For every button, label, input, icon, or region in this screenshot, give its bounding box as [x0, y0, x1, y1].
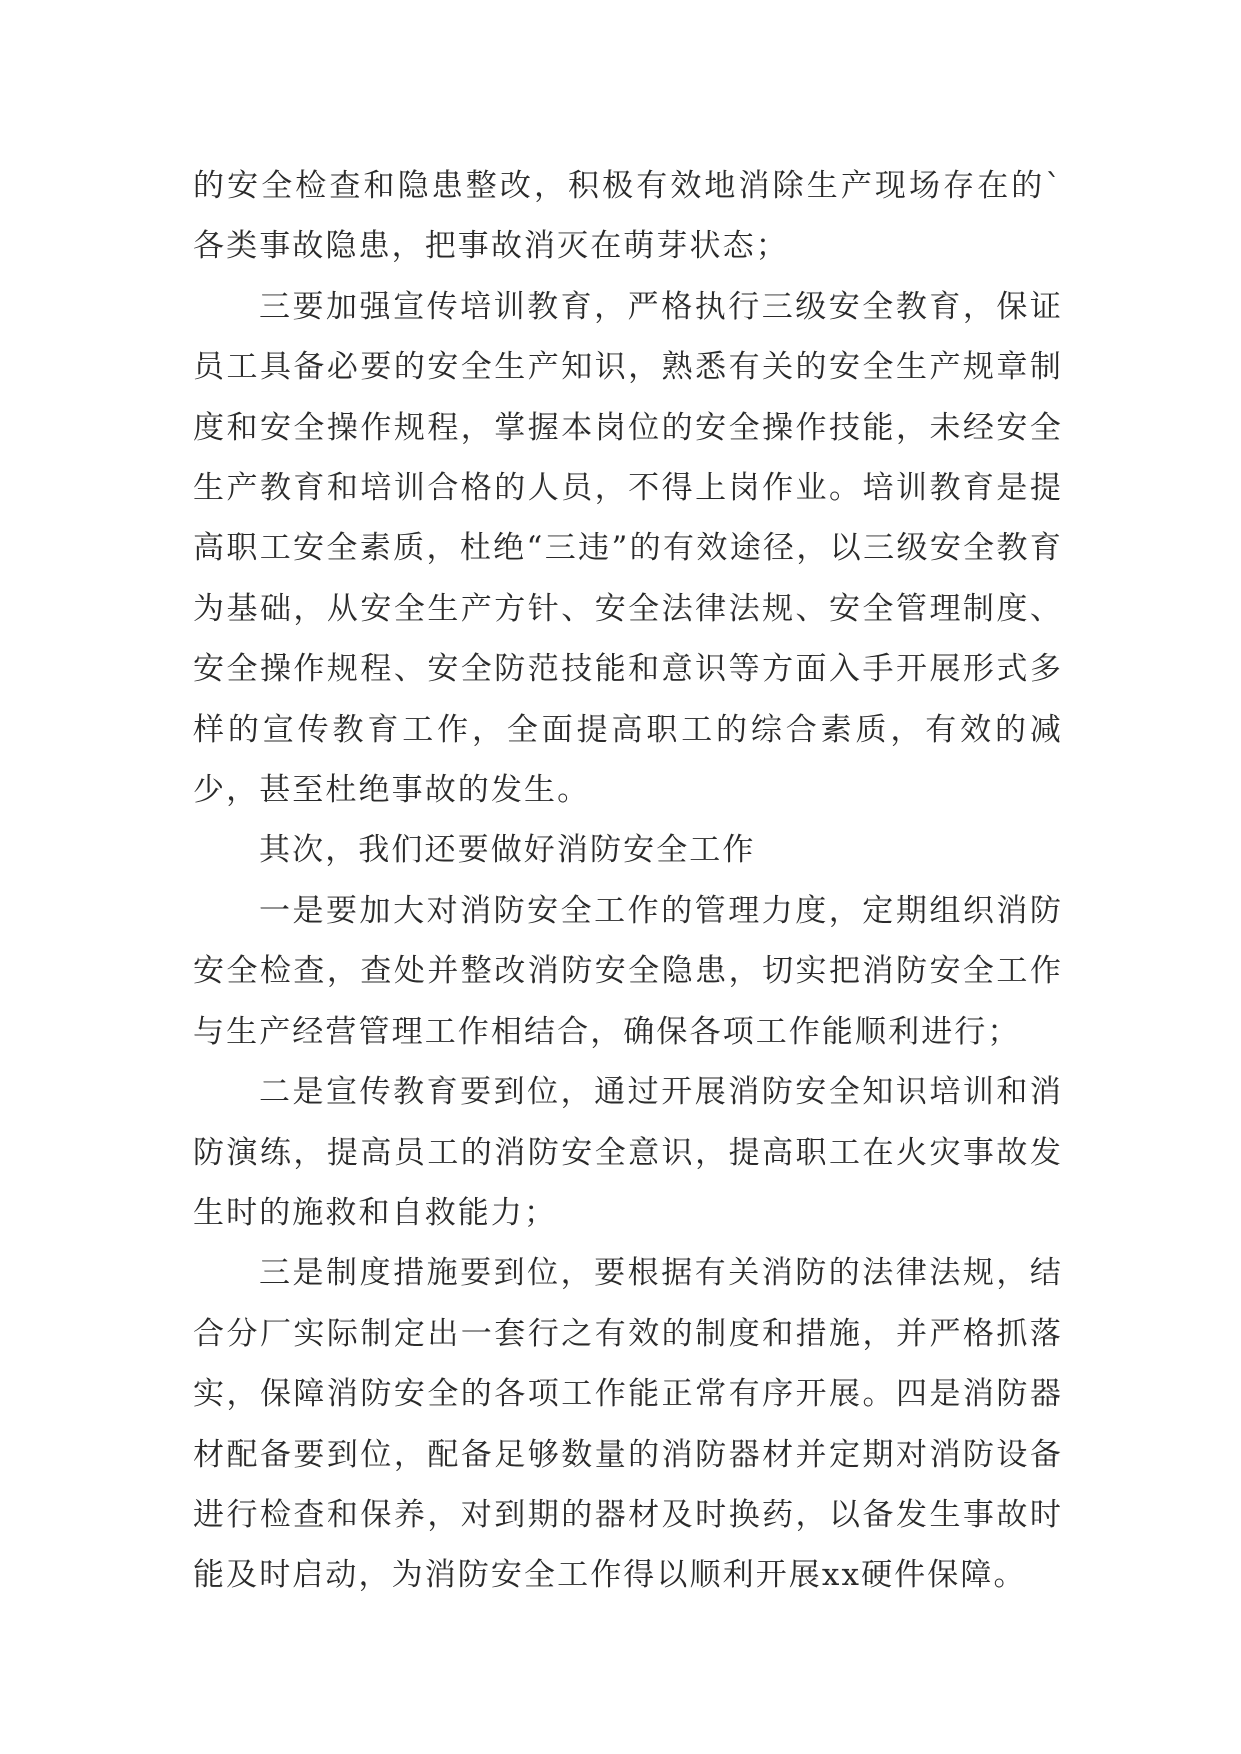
paragraph-4: 一是要加大对消防安全工作的管理力度，定期组织消防安全检查，查处并整改消防安全隐患，切实把消防安全工作与生产经营管理工作相结合，确保各项工作能顺利进行； — [193, 892, 1063, 1050]
paragraph-5: 二是宣传教育要到位，通过开展消防安全知识培训和消防演练，提高员工的消防安全意识，提高职工在火灾事故发生时的施救和自救能力； — [193, 1074, 1063, 1231]
paragraph-6: 三是制度措施要到位，要根据有关消防的法律法规，结合分厂实际制定出一套行之有效的制度和措施，并严格抓落实，保障消防安全的各项工作能正常有序开展。四是消防器材配备要到位，配备足够数量的消防器材并定期对消防设备进行检查和保养，对到期的器材及时换药，以备发生事故时能及时启动，为消防安全工作得以顺利开展xx硬件保障。 — [193, 1255, 1063, 1594]
paragraph-1: 的安全检查和隐患整改，积极有效地消除生产现场存在的`各类事故隐患，把事故消灭在萌芽状态； — [193, 168, 1063, 265]
document-body — [193, 156, 1063, 1606]
paragraph-3: 其次，我们还要做好消防安全工作 — [259, 832, 756, 869]
paragraph-2: 三要加强宣传培训教育，严格执行三级安全教育，保证员工具备必要的安全生产知识，熟悉有关的安全生产规章制度和安全操作规程，掌握本岗位的安全操作技能，未经安全生产教育和培训合格的人员，不得上岗作业。培训教育是提高职工安全素质，杜绝“三违”的有效途径，以三级安全教育为基础，从安全生产方针、安全法律法规、安全管理制度、安全操作规程、安全防范技能和意识等方面入手开展形式多样的宣传教育工作，全面提高职工的综合素质，有效的减少，甚至杜绝事故的发生。 — [193, 288, 1063, 809]
